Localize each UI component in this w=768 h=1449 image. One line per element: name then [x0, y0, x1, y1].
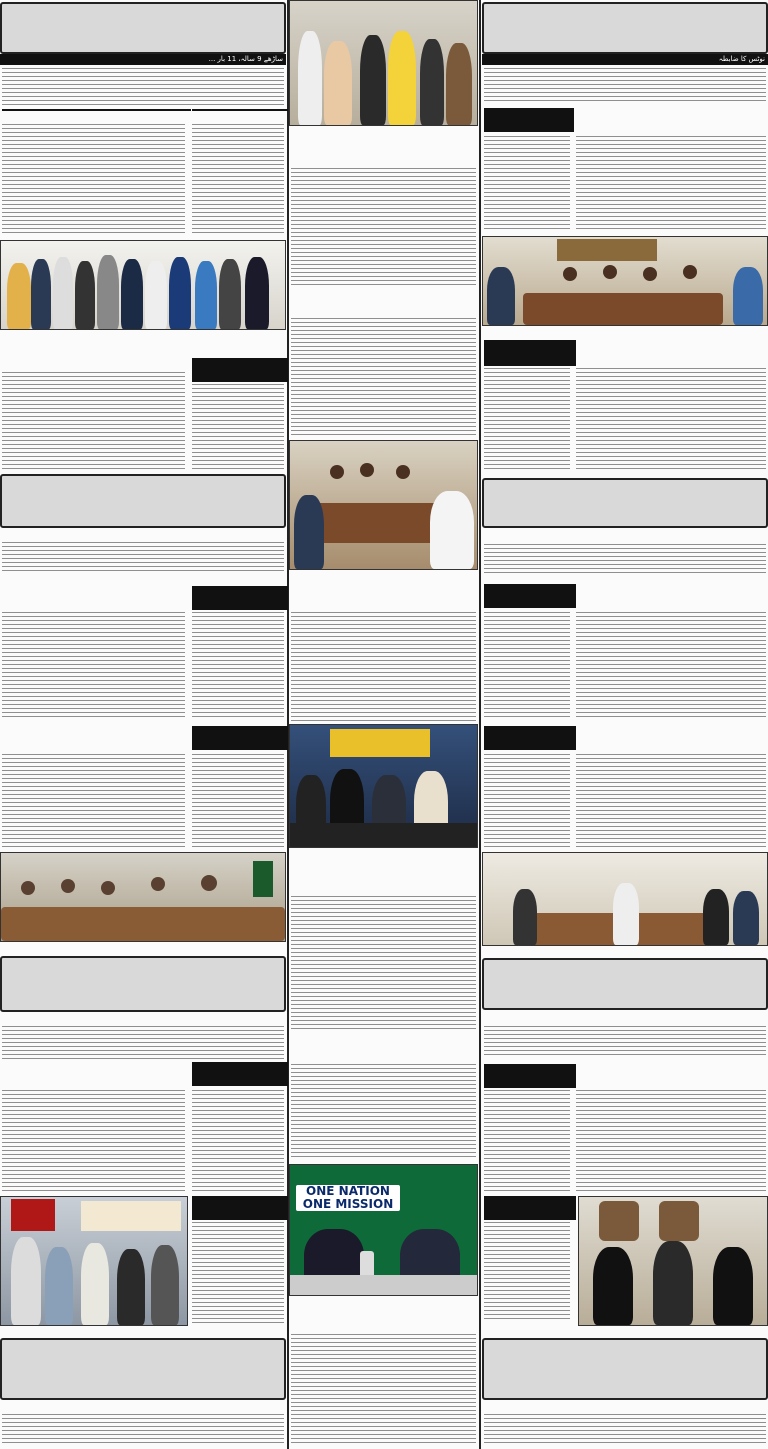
subheadline-bar — [484, 340, 576, 366]
article-text — [2, 124, 185, 236]
article-text — [192, 1090, 284, 1192]
article-text — [2, 68, 284, 106]
article-text — [576, 754, 766, 848]
article-text — [484, 1026, 766, 1056]
news-photo — [289, 440, 478, 570]
banner-subline: نوٹس کا ضابطہ — [482, 54, 768, 65]
subheadline-bar — [192, 586, 288, 610]
article-text — [2, 1026, 284, 1060]
article-text — [484, 612, 570, 720]
subheadline-bar — [2, 109, 191, 111]
article-text — [192, 1222, 284, 1324]
article-text — [484, 1414, 766, 1446]
news-photo — [482, 852, 768, 946]
article-text — [2, 1414, 284, 1446]
article-text — [192, 754, 284, 848]
article-text — [484, 68, 766, 104]
news-photo — [0, 852, 286, 942]
article-text — [291, 168, 476, 288]
photo-sign-line1: ONE NATION — [306, 1184, 390, 1198]
news-photo — [289, 0, 478, 126]
banner-headline — [482, 958, 768, 1010]
article-text — [484, 368, 570, 472]
photo-sign-line2: ONE MISSION — [302, 1197, 394, 1211]
subheadline-bar — [484, 108, 574, 132]
article-text — [291, 1064, 476, 1160]
column-rule — [479, 0, 481, 1449]
banner-headline — [482, 2, 768, 54]
article-text — [576, 368, 766, 472]
article-text — [576, 1090, 766, 1192]
subheadline-bar — [192, 726, 288, 750]
article-text — [484, 754, 570, 848]
article-text — [484, 1222, 570, 1322]
news-photo — [482, 236, 768, 326]
subheadline-bar — [484, 584, 576, 608]
article-text — [192, 384, 284, 470]
subheadline-bar — [192, 1196, 288, 1220]
article-text — [291, 318, 476, 436]
article-text — [291, 896, 476, 1032]
article-text — [192, 612, 284, 720]
banner-headline — [0, 474, 286, 528]
news-photo — [0, 1196, 188, 1326]
subheadline-bar — [484, 726, 576, 750]
column-left — [0, 0, 286, 1449]
banner-headline — [0, 956, 286, 1012]
article-text — [2, 372, 185, 470]
article-text — [576, 612, 766, 720]
flag-icon — [253, 861, 273, 897]
article-text — [2, 1090, 185, 1192]
subheadline-bar — [484, 1196, 576, 1220]
article-text — [576, 136, 766, 232]
article-text — [291, 1334, 476, 1446]
column-right — [482, 0, 768, 1449]
article-text — [2, 612, 185, 720]
article-text — [484, 544, 766, 574]
subheadline-bar — [192, 109, 288, 111]
banner-subline: ساڑھے 9 سالہ، 11 بار ... — [0, 54, 286, 65]
article-text — [484, 136, 570, 232]
subheadline-bar — [484, 1064, 576, 1088]
article-text — [484, 1090, 570, 1192]
news-photo — [289, 1164, 478, 1296]
banner-headline — [0, 2, 286, 54]
article-text — [2, 754, 185, 848]
subheadline-bar — [192, 358, 288, 382]
news-photo — [289, 724, 478, 848]
banner-headline — [482, 1338, 768, 1400]
banner-headline — [482, 478, 768, 528]
article-text — [2, 542, 284, 574]
subheadline-bar — [192, 1062, 288, 1086]
article-text — [192, 124, 284, 236]
column-middle — [289, 0, 478, 1449]
news-photo — [0, 240, 286, 330]
article-text — [291, 612, 476, 722]
banner-headline — [0, 1338, 286, 1400]
news-photo — [578, 1196, 768, 1326]
